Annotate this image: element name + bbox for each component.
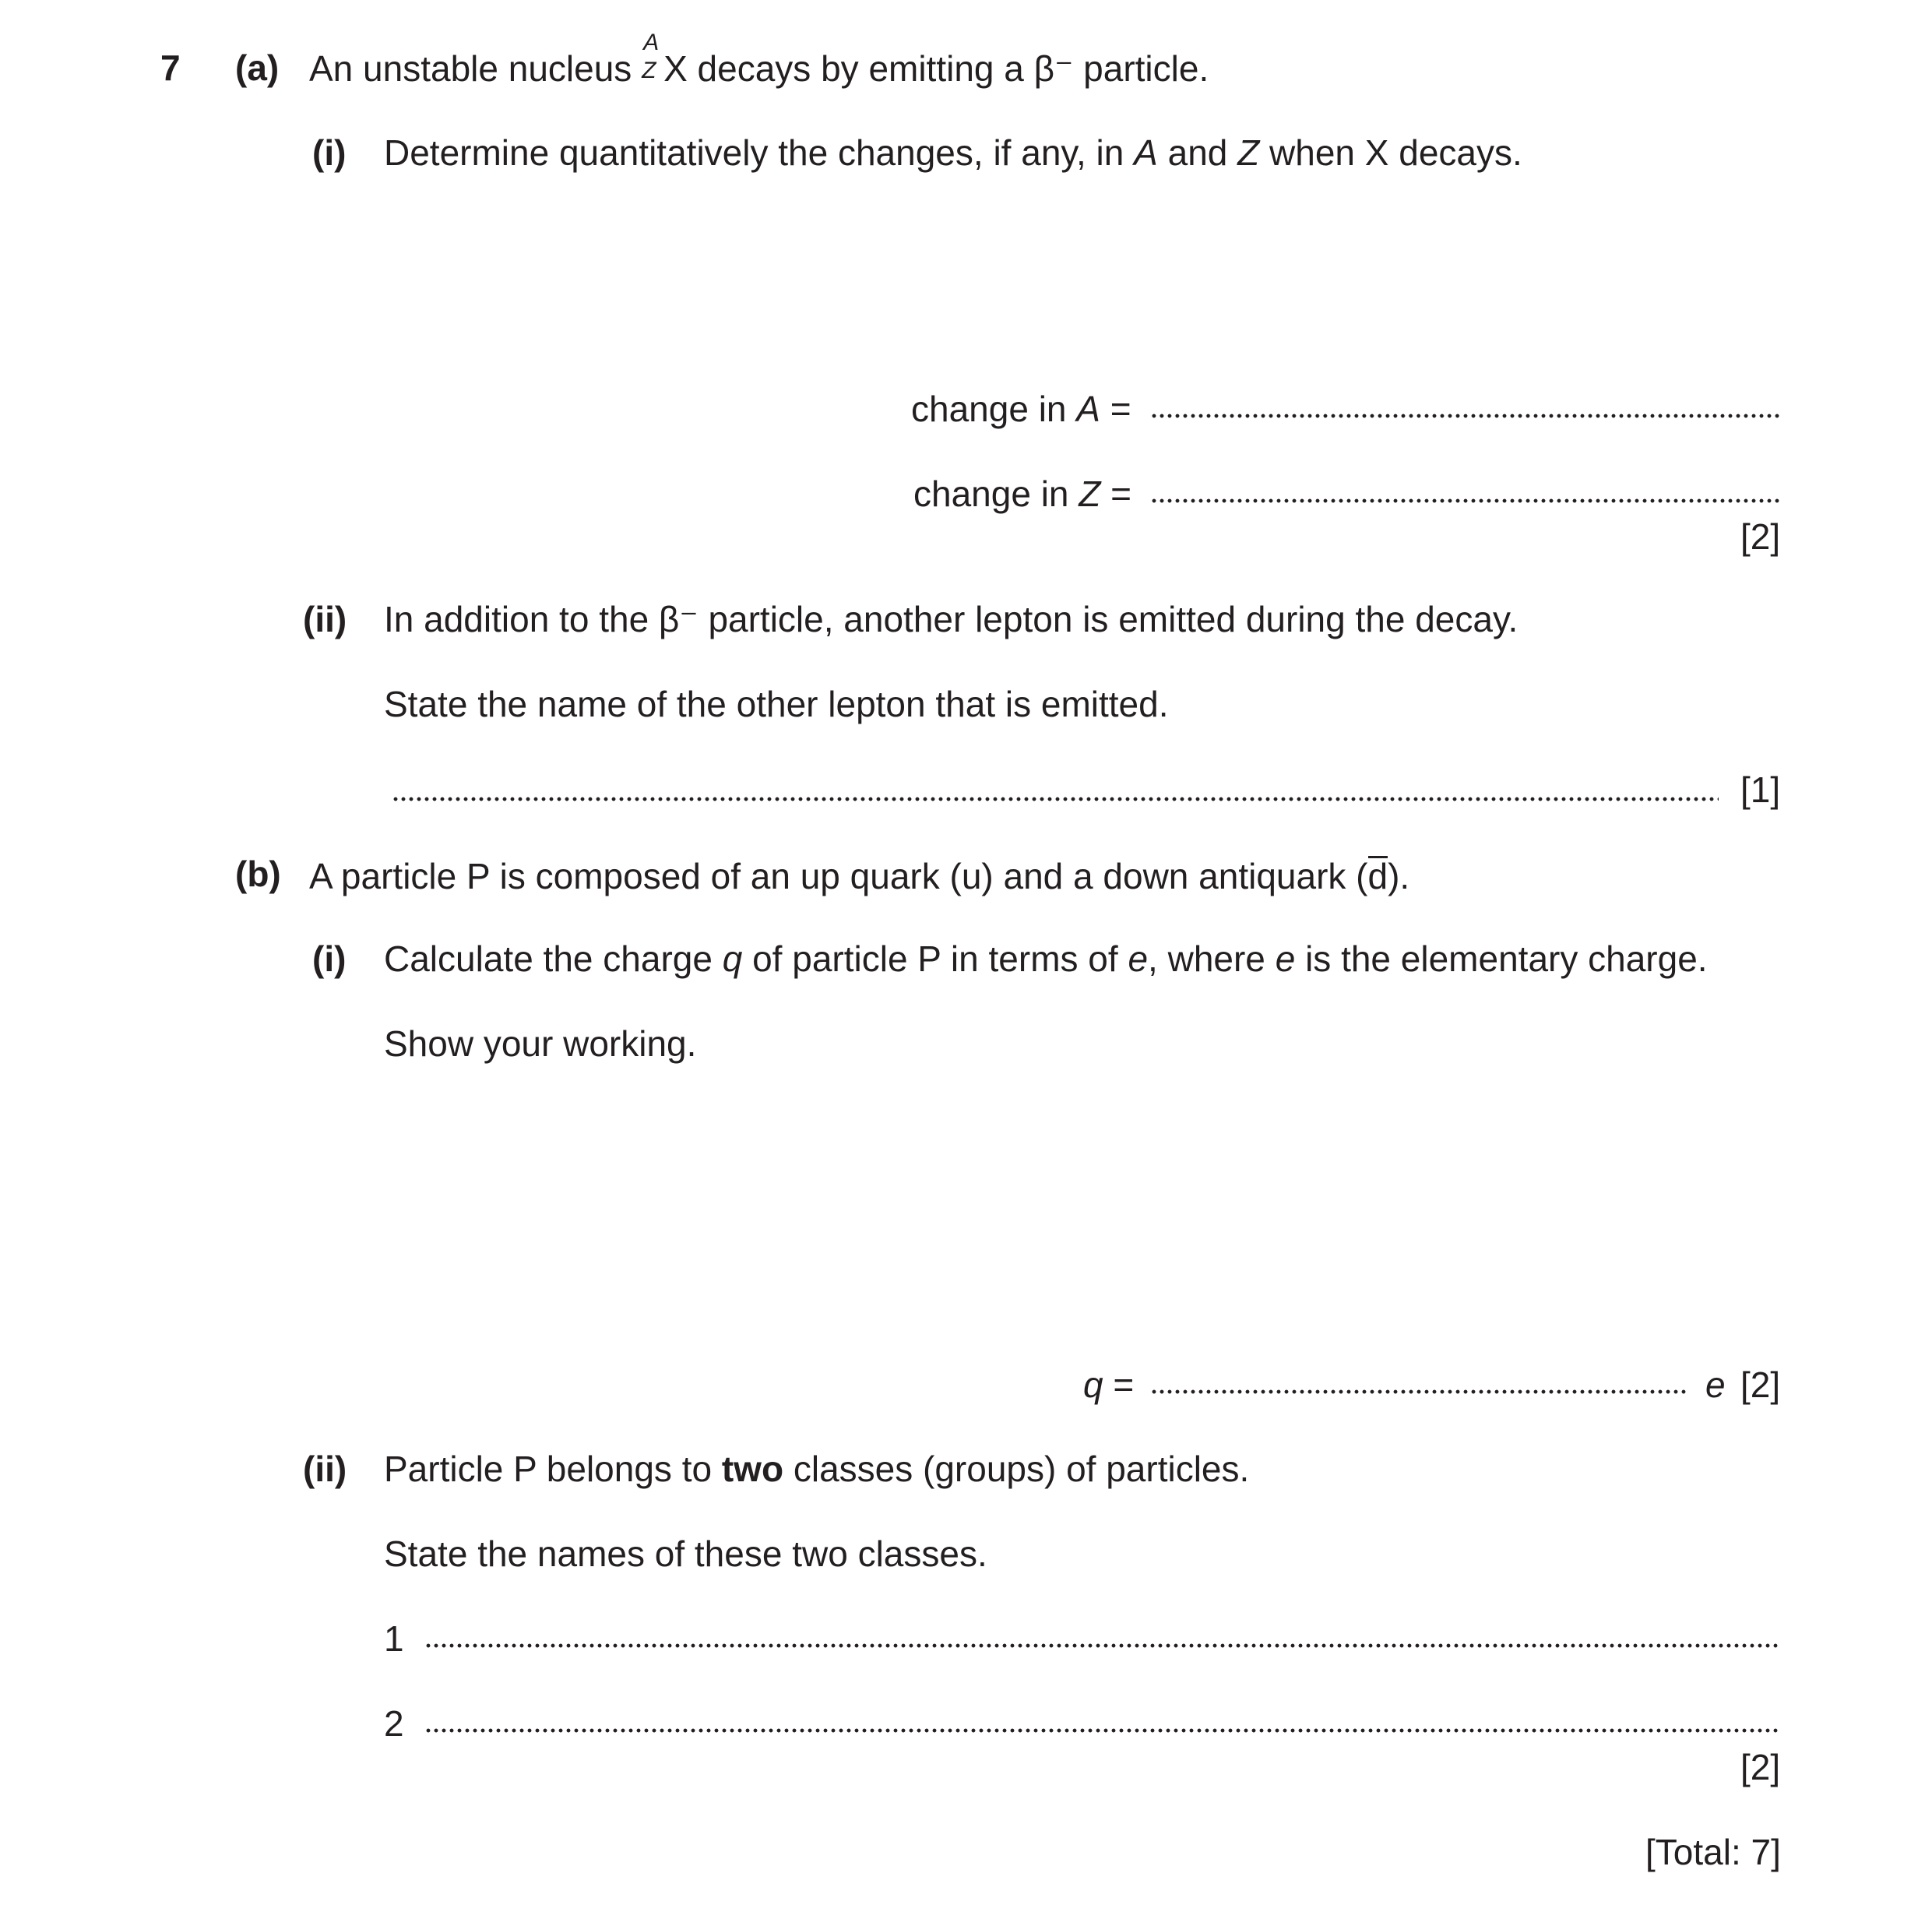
lepton-answer-line[interactable] (392, 797, 1719, 801)
question-number: 7 (160, 48, 181, 88)
class-1-number: 1 (384, 1618, 404, 1659)
part-a-i-label: (i) (312, 132, 347, 173)
var-e: e (1128, 938, 1149, 979)
part-b-label: (b) (235, 854, 281, 894)
part-b-ii-instruction: State the names of these two classes. (384, 1533, 987, 1574)
part-a-i-marks: [2] (1740, 516, 1781, 557)
part-a-stem (309, 30, 1209, 89)
nuclide-mass-number: A (643, 30, 660, 55)
part-b-stem-post: ). (1388, 856, 1410, 896)
class-2-answer-line[interactable] (424, 1728, 1779, 1733)
part-a-stem-post: decays by emitting a β⁻ particle. (697, 48, 1209, 89)
charge-answer-line[interactable] (1150, 1389, 1687, 1394)
change-in-z-answer-line[interactable] (1150, 498, 1779, 503)
var-q: q (722, 938, 743, 979)
part-a-ii-text: In addition to the β⁻ particle, another lepton is emitted during the decay. (384, 599, 1519, 639)
antiquark-d-bar: d (1367, 856, 1388, 896)
part-b-ii-label: (ii) (303, 1449, 347, 1489)
emphasis-two: two (721, 1449, 784, 1489)
part-b-ii-text: Particle P belongs to two classes (groups) of particles. (384, 1449, 1250, 1489)
part-b-stem-pre: A particle P is composed of an up quark (u) and a down antiquark ( (309, 856, 1368, 896)
change-in-a-answer-line[interactable] (1150, 414, 1779, 418)
total-marks: [Total: 7] (1645, 1832, 1781, 1872)
part-b-i-marks: [2] (1740, 1364, 1781, 1405)
part-a-ii-label: (ii) (303, 599, 347, 639)
part-a-i-text-3: when X decays. (1269, 132, 1522, 173)
part-a-i-text-2: and (1167, 132, 1228, 173)
nuclide-atomic-number: Z (642, 58, 656, 83)
nuclide-notation (642, 30, 663, 83)
class-1-answer-line[interactable] (424, 1643, 1779, 1648)
nuclide-symbol: X (663, 48, 688, 89)
part-b-stem (309, 856, 1409, 894)
var-z: Z (1237, 132, 1260, 173)
part-b-i-text: Calculate the charge q of particle P in terms of e, where e is the elementary charge. (384, 938, 1708, 979)
charge-answer-unit: e (1705, 1364, 1726, 1405)
part-b-i-instruction: Show your working. (384, 1023, 697, 1064)
var-a: A (1134, 132, 1158, 173)
change-in-z-label: change in Z = (913, 474, 1132, 514)
charge-answer-label: q = (1083, 1364, 1135, 1405)
part-a-ii-marks: [1] (1740, 769, 1781, 810)
part-a-stem-pre: An unstable nucleus (309, 48, 632, 89)
var-e: e (1275, 938, 1296, 979)
part-a-i-text (384, 132, 1522, 173)
part-b-i-label: (i) (312, 938, 347, 979)
part-b-ii-marks: [2] (1740, 1747, 1781, 1787)
change-in-a-label: change in A = (911, 389, 1131, 429)
part-a-ii-instruction: State the name of the other lepton that is emitted. (384, 684, 1169, 724)
part-a-i-text-1: Determine quantitatively the changes, if any, in (384, 132, 1124, 173)
class-2-number: 2 (384, 1703, 404, 1744)
part-a-label: (a) (235, 48, 280, 88)
